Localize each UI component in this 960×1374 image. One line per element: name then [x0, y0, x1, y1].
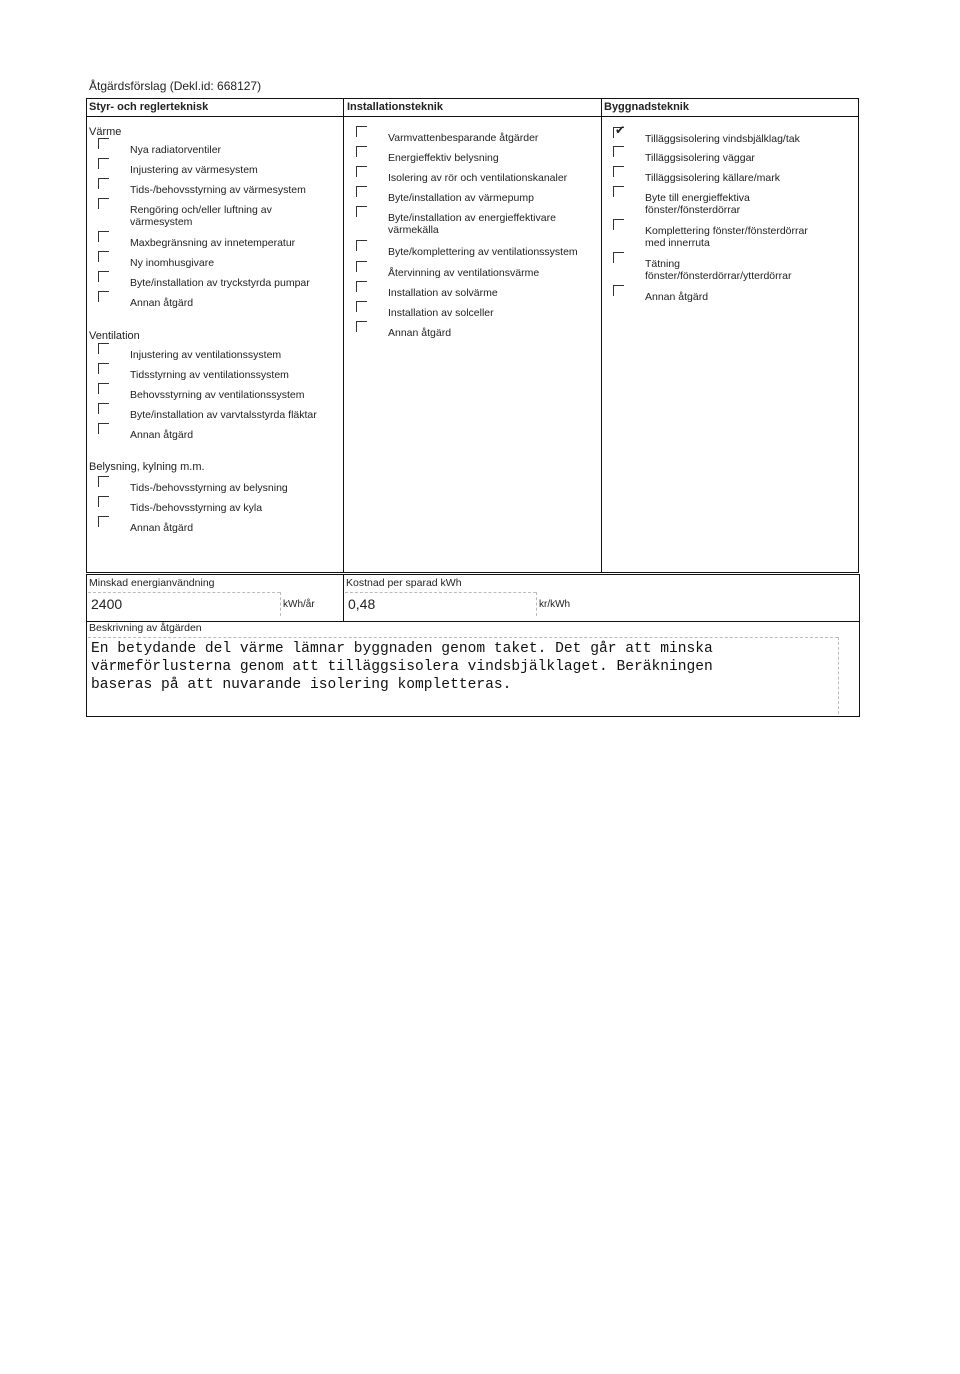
installation-item-checkbox[interactable] [356, 166, 367, 177]
ventilation-item-label: Injustering av ventilationssystem [130, 349, 282, 361]
installation-item-label: Byte/komplettering av ventilationssystem [388, 246, 578, 258]
byggnad-item-checkbox[interactable] [613, 186, 624, 197]
cost-label: Kostnad per sparad kWh [346, 577, 462, 589]
varme-item-label: Nya radiatorventiler [130, 144, 222, 156]
belysning-item-checkbox[interactable] [98, 476, 109, 487]
byggnad-item-label: Tätning fönster/fönsterdörrar/ytterdörrar [645, 258, 792, 282]
ventilation-item-checkbox[interactable] [98, 343, 109, 354]
installation-item-label: Återvinning av ventilationsvärme [388, 267, 540, 279]
varme-item-label: Byte/installation av tryckstyrda pumpar [130, 277, 310, 289]
document-title: Åtgärdsförslag (Dekl.id: 668127) [89, 79, 262, 93]
description-text-field[interactable]: En betydande del värme lämnar byggnaden genom taket. Det går att minska värmeförlusterna genom att tilläggsisolera vindsbjälklaget. Beräkningen baseras på att nuvarande isolering kompletteras. [91, 641, 713, 693]
column-divider [601, 98, 602, 573]
byggnad-item-checkbox[interactable] [613, 123, 626, 138]
byggnad-item-checkbox[interactable] [613, 252, 624, 263]
installation-item-label: Isolering av rör och ventilationskanaler [388, 172, 568, 184]
byggnad-item-checkbox[interactable] [613, 219, 624, 230]
installation-item-checkbox[interactable] [356, 321, 367, 332]
ventilation-item-label: Byte/installation av varvtalsstyrda fläktar [130, 409, 317, 421]
ventilation-item-checkbox[interactable] [98, 403, 109, 414]
field-divider [343, 574, 344, 621]
byggnad-item-label: Byte till energieffektiva fönster/fönsterdörrar [645, 192, 750, 216]
installation-item-checkbox[interactable] [356, 186, 367, 197]
field-edge [345, 592, 536, 593]
cost-value-field[interactable]: 0,48 [348, 596, 376, 612]
varme-item-checkbox[interactable] [98, 271, 109, 282]
installation-item-checkbox[interactable] [356, 146, 367, 157]
installation-item-checkbox[interactable] [356, 281, 367, 292]
varme-item-label: Maxbegränsning av innetemperatur [130, 237, 296, 249]
energy-unit: kWh/år [283, 599, 315, 610]
byggnad-item-checkbox[interactable] [613, 285, 624, 296]
border-right [859, 574, 860, 716]
varme-item-checkbox[interactable] [98, 231, 109, 242]
ventilation-item-label: Annan åtgärd [130, 429, 194, 441]
belysning-item-checkbox[interactable] [98, 516, 109, 527]
section-heading-belysning: Belysning, kylning m.m. [89, 461, 205, 473]
energy-value-field[interactable]: 2400 [91, 596, 123, 612]
section-heading-ventilation: Ventilation [89, 330, 140, 342]
installation-item-label: Byte/installation av värmepump [388, 192, 534, 204]
varme-item-checkbox[interactable] [98, 291, 109, 302]
varme-item-label: Injustering av värmesystem [130, 164, 258, 176]
row-divider [86, 574, 859, 575]
installation-item-checkbox[interactable] [356, 301, 367, 312]
ventilation-item-label: Behovsstyrning av ventilationssystem [130, 389, 305, 401]
ventilation-item-checkbox[interactable] [98, 383, 109, 394]
ventilation-item-checkbox[interactable] [98, 423, 109, 434]
byggnad-item-label: Komplettering fönster/fönsterdörrar med innerruta [645, 225, 808, 249]
installation-item-label: Energieffektiv belysning [388, 152, 499, 164]
field-edge [88, 637, 838, 638]
column-divider [343, 98, 344, 573]
installation-item-label: Byte/installation av energieffektivare värmekälla [388, 212, 556, 236]
ventilation-item-label: Tidsstyrning av ventilationssystem [130, 369, 289, 381]
field-edge [88, 592, 280, 593]
installation-item-checkbox[interactable] [356, 206, 367, 217]
ventilation-item-checkbox[interactable] [98, 363, 109, 374]
installation-item-checkbox[interactable] [356, 261, 367, 272]
byggnad-item-label: Tilläggsisolering väggar [645, 152, 755, 164]
checkmark-icon: ✔ [615, 123, 626, 137]
varme-item-checkbox[interactable] [98, 138, 109, 149]
description-label: Beskrivning av åtgärden [89, 622, 202, 634]
varme-item-checkbox[interactable] [98, 251, 109, 262]
belysning-item-label: Tids-/behovsstyrning av belysning [130, 482, 288, 494]
belysning-item-label: Annan åtgärd [130, 522, 194, 534]
installation-item-label: Annan åtgärd [388, 327, 452, 339]
installation-item-checkbox[interactable] [356, 126, 367, 137]
byggnad-item-checkbox[interactable] [613, 146, 624, 157]
varme-item-checkbox[interactable] [98, 158, 109, 169]
byggnad-item-label: Tilläggsisolering källare/mark [645, 172, 780, 184]
varme-item-label: Annan åtgärd [130, 297, 194, 309]
field-separator [280, 592, 281, 616]
border-left [86, 574, 87, 716]
installation-item-label: Varmvattenbesparande åtgärder [388, 132, 539, 144]
varme-item-checkbox[interactable] [98, 178, 109, 189]
column-heading-styr: Styr- och reglerteknisk [89, 101, 209, 113]
cost-unit: kr/kWh [539, 599, 571, 610]
energy-label: Minskad energianvändning [89, 577, 215, 589]
section-heading-varme: Värme [89, 126, 122, 138]
byggnad-item-label: Annan åtgärd [645, 291, 709, 303]
varme-item-label: Rengöring och/eller luftning av värmesystem [130, 204, 272, 228]
varme-item-label: Tids-/behovsstyrning av värmesystem [130, 184, 306, 196]
installation-item-label: Installation av solceller [388, 307, 494, 319]
varme-item-checkbox[interactable] [98, 198, 109, 209]
field-separator [536, 592, 537, 616]
column-heading-bygg: Byggnadsteknik [604, 101, 689, 113]
column-heading-install: Installationsteknik [347, 101, 443, 113]
installation-item-label: Installation av solvärme [388, 287, 498, 299]
border-bottom [86, 716, 860, 717]
belysning-item-checkbox[interactable] [98, 496, 109, 507]
installation-item-checkbox[interactable] [356, 240, 367, 251]
byggnad-item-label: Tilläggsisolering vindsbjälklag/tak [645, 133, 800, 145]
varme-item-label: Ny inomhusgivare [130, 257, 215, 269]
header-divider [86, 116, 859, 117]
belysning-item-label: Tids-/behovsstyrning av kyla [130, 502, 263, 514]
byggnad-item-checkbox[interactable] [613, 166, 624, 177]
